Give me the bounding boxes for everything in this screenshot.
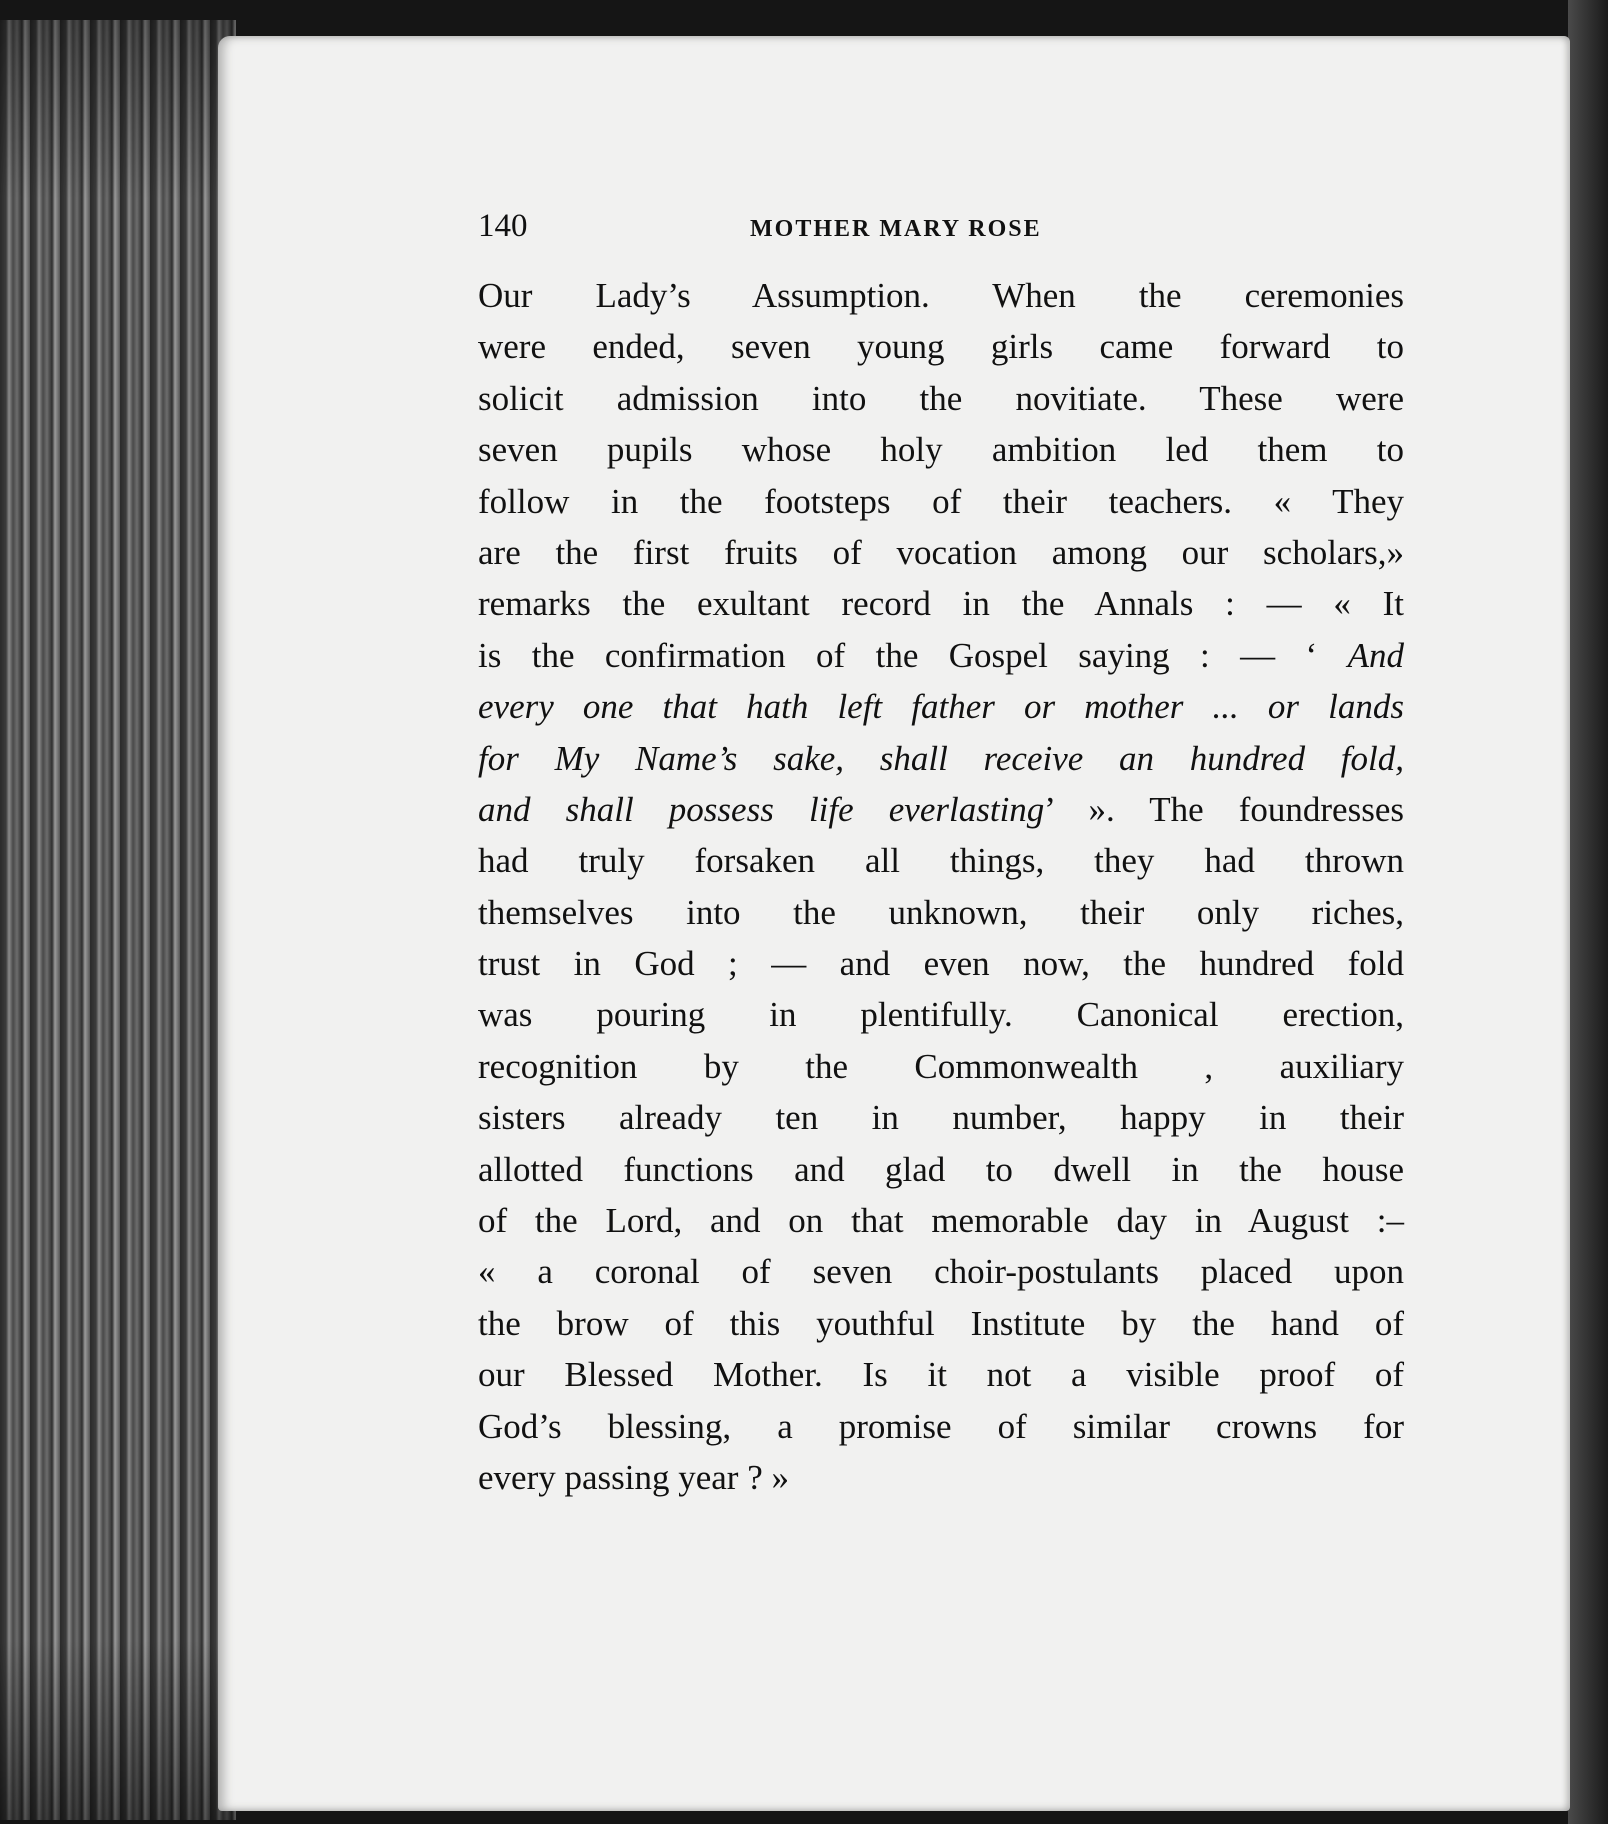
text-line: the brow of this youthful Institute by the hand of bbox=[478, 1303, 1404, 1343]
text-line: had truly forsaken all things, they had thrown bbox=[478, 841, 1404, 881]
text-line: and shall possess life everlasting’ ». The foundresses bbox=[478, 789, 1404, 829]
page-edges bbox=[0, 20, 236, 1820]
text-line: themselves into the unknown, their only riches, bbox=[478, 892, 1404, 932]
italic-quote: and shall possess life everlasting bbox=[478, 789, 1045, 829]
text-line: God’s blessing, a promise of similar crowns for bbox=[478, 1406, 1404, 1446]
page-number: 140 bbox=[478, 208, 528, 244]
running-head bbox=[478, 208, 1138, 248]
text-line: seven pupils whose holy ambition led them to bbox=[478, 430, 1404, 470]
text-line: are the first fruits of vocation among our scholars,» bbox=[478, 532, 1404, 572]
text-line: our Blessed Mother. Is it not a visible proof of bbox=[478, 1355, 1404, 1395]
text-line: « a coronal of seven choir-postulants placed upon bbox=[478, 1252, 1404, 1292]
binding-shadow bbox=[1568, 0, 1608, 1824]
text-line: remarks the exultant record in the Annals : — « It bbox=[478, 584, 1404, 624]
text-line: were ended, seven young girls came forward to bbox=[478, 327, 1404, 367]
italic-quote: And bbox=[1347, 635, 1404, 675]
text-line bbox=[478, 681, 1404, 732]
running-title: MOTHER MARY ROSE bbox=[750, 216, 1042, 242]
text-line: of the Lord, and on that memorable day in August :– bbox=[478, 1201, 1404, 1241]
text-line: trust in God ; — and even now, the hundred fold bbox=[478, 944, 1404, 984]
text-line: follow in the footsteps of their teachers. « They bbox=[478, 481, 1404, 521]
text-line: allotted functions and glad to dwell in the house bbox=[478, 1149, 1404, 1189]
italic-quote: for My Name’s sake, shall receive an hundred fold, bbox=[478, 738, 1404, 778]
italic-quote: every one that hath left father or mother ... or lands bbox=[478, 687, 1404, 727]
text-line: solicit admission into the novitiate. These were bbox=[478, 378, 1404, 418]
text-line: recognition by the Commonwealth , auxiliary bbox=[478, 1046, 1404, 1086]
body-text bbox=[478, 270, 1404, 1503]
text-line: sisters already ten in number, happy in their bbox=[478, 1098, 1404, 1138]
text-line bbox=[478, 733, 1404, 784]
text-line: every passing year ? » bbox=[478, 1457, 789, 1497]
text-line: Our Lady’s Assumption. When the ceremonies bbox=[478, 276, 1404, 315]
text-line: is the confirmation of the Gospel saying : — ‘ And bbox=[478, 635, 1404, 675]
text-line: was pouring in plentifully. Canonical erection, bbox=[478, 995, 1404, 1035]
